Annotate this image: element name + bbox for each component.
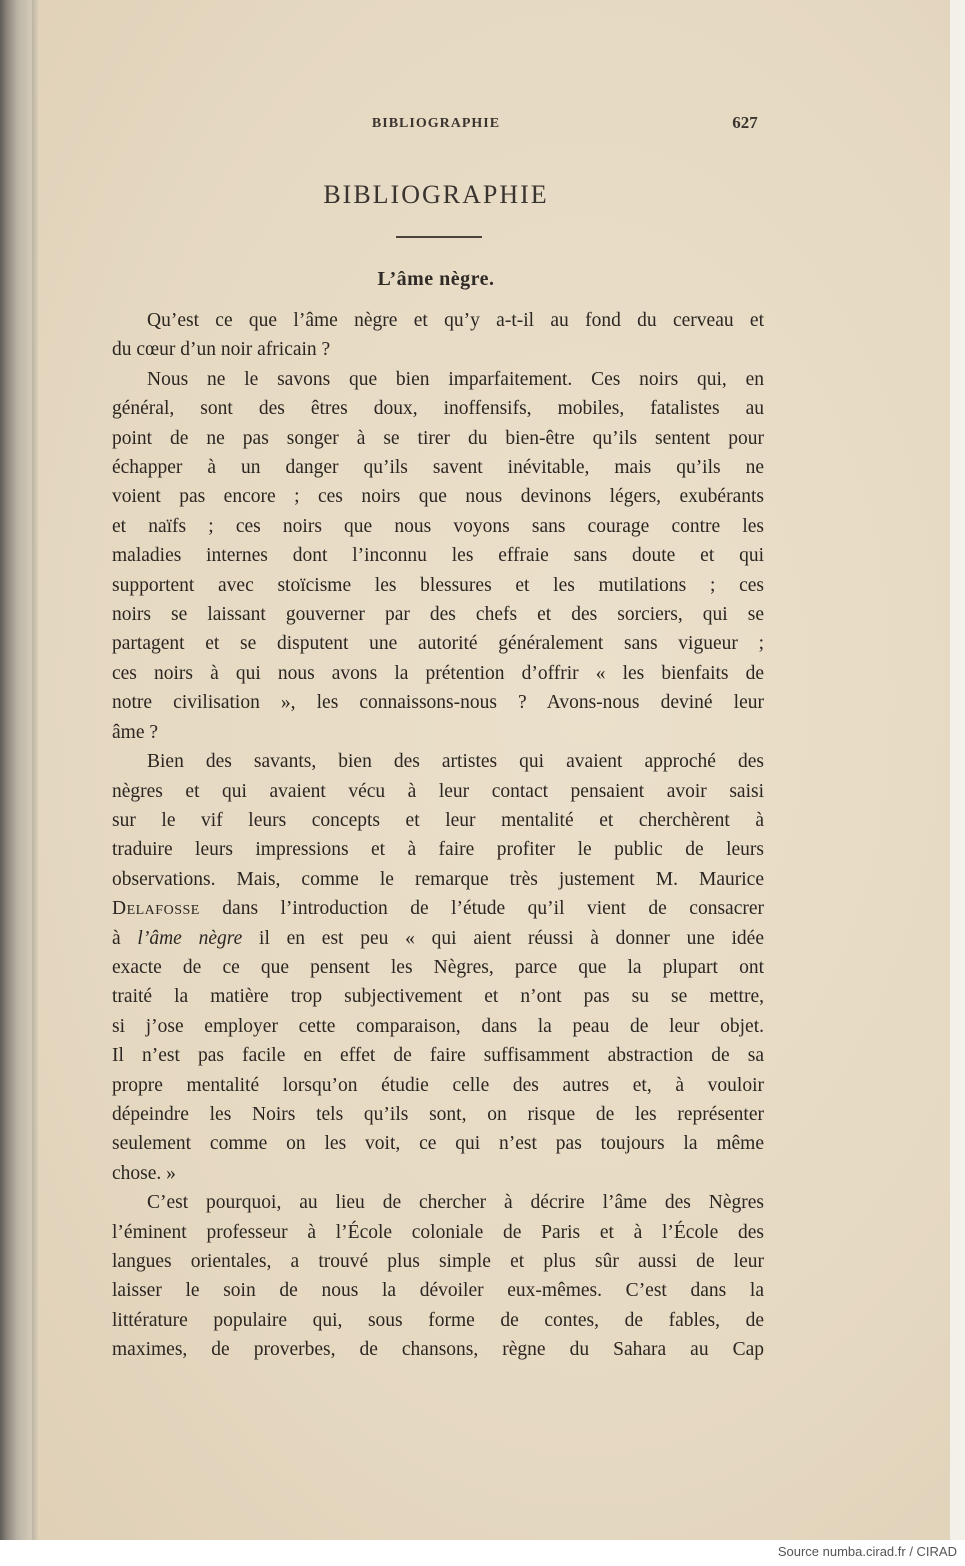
text-line: nègres et qui avaient vécu à leur contact pensaient avoir saisi bbox=[112, 780, 764, 802]
text-line: observations. Mais, comme le remarque très justement M. Maurice bbox=[112, 868, 764, 890]
author-name: Delafosse bbox=[112, 898, 200, 920]
text-line: Bien des savants, bien des artistes qui avaient approché des bbox=[147, 751, 764, 773]
text-line: noirs se laissant gouverner par des chefs et des sorciers, qui se bbox=[112, 604, 764, 626]
text-line: si j’ose employer cette comparaison, dans la peau de leur objet. bbox=[112, 1015, 764, 1037]
text-line: propre mentalité lorsqu’on étudie celle des autres et, à vouloir bbox=[112, 1074, 764, 1096]
title-rule bbox=[396, 236, 482, 238]
text-line: voient pas encore ; ces noirs que nous devinons légers, exubérants bbox=[112, 486, 764, 508]
page-number: 627 bbox=[732, 113, 758, 132]
running-head: BIBLIOGRAPHIE bbox=[371, 116, 501, 131]
text-line: dépeindre les Noirs tels qu’ils sont, on risque de les représenter bbox=[112, 1103, 764, 1125]
text-line: littérature populaire qui, sous forme de contes, de fables, de bbox=[112, 1309, 764, 1331]
text-line: notre civilisation », les connaissons-nous ? Avons-nous deviné leur bbox=[112, 692, 764, 714]
page-margin-right bbox=[950, 0, 965, 1540]
text-segment: dans l’introduction de l’étude qu’il vient de consacrer bbox=[199, 898, 764, 920]
text-line: partagent et se disputent une autorité généralement sans vigueur ; bbox=[112, 633, 764, 655]
source-credit: Source numba.cirad.fr / CIRAD bbox=[777, 1544, 957, 1559]
text-line: ces noirs à qui nous avons la prétention d’offrir « les bienfaits de bbox=[112, 662, 764, 684]
text-line: seulement comme on les voit, ce qui n’est pas toujours la même bbox=[112, 1133, 764, 1155]
text-segment: il en est peu « qui aient réussi à donner une idée bbox=[242, 927, 764, 949]
text-line: point de ne pas songer à se tirer du bien-être qu’ils sentent pour bbox=[112, 427, 764, 449]
text-line: traduire leurs impressions et à faire profiter le public de leurs bbox=[112, 839, 764, 861]
text-line: Nous ne le savons que bien imparfaitement. Ces noirs qui, en bbox=[147, 368, 764, 390]
book-binding-edge bbox=[0, 0, 38, 1540]
text-line: supportent avec stoïcisme les blessures et les mutilations ; ces bbox=[112, 574, 764, 596]
text-line: traité la matière trop subjectivement et n’ont pas su se mettre, bbox=[112, 986, 764, 1008]
text-line: l’éminent professeur à l’École coloniale de Paris et à l’École des bbox=[112, 1221, 764, 1243]
text-line: âme ? bbox=[112, 721, 159, 743]
text-line: chose. » bbox=[112, 1162, 176, 1184]
text-line: langues orientales, a trouvé plus simple et plus sûr aussi de leur bbox=[112, 1251, 764, 1272]
text-line: et naïfs ; ces noirs que nous voyons sans courage contre les bbox=[112, 515, 764, 537]
text-segment: à bbox=[112, 927, 138, 949]
text-line: général, sont des êtres doux, inoffensifs, mobiles, fatalistes au bbox=[112, 398, 764, 420]
text-line: Qu’est ce que l’âme nègre et qu’y a-t-il au fond du cerveau et bbox=[147, 310, 764, 331]
chapter-title: BIBLIOGRAPHIE bbox=[323, 180, 549, 209]
text-line: laisser le soin de nous la dévoiler eux-mêmes. C’est dans la bbox=[112, 1280, 764, 1302]
text-line: C’est pourquoi, au lieu de chercher à décrire l’âme des Nègres bbox=[147, 1192, 764, 1214]
text-line: du cœur d’un noir africain ? bbox=[112, 339, 331, 361]
section-title: L’âme nègre. bbox=[377, 268, 495, 290]
body-text bbox=[112, 306, 764, 1365]
text-line: maximes, de proverbes, de chansons, règne du Sahara au Cap bbox=[112, 1339, 764, 1361]
text-line bbox=[112, 924, 764, 953]
book-title: l’âme nègre bbox=[137, 927, 243, 949]
text-line: Il n’est pas facile en effet de faire suffisamment abstraction de sa bbox=[112, 1045, 764, 1067]
text-line: maladies internes dont l’inconnu les effraie sans doute et qui bbox=[112, 545, 764, 567]
text-line: échapper à un danger qu’ils savent inévitable, mais qu’ils ne bbox=[112, 457, 764, 479]
text-line: exacte de ce que pensent les Nègres, parce que la plupart ont bbox=[112, 956, 764, 978]
text-line: sur le vif leurs concepts et leur mentalité et cherchèrent à bbox=[112, 809, 764, 831]
text-line bbox=[112, 894, 764, 923]
